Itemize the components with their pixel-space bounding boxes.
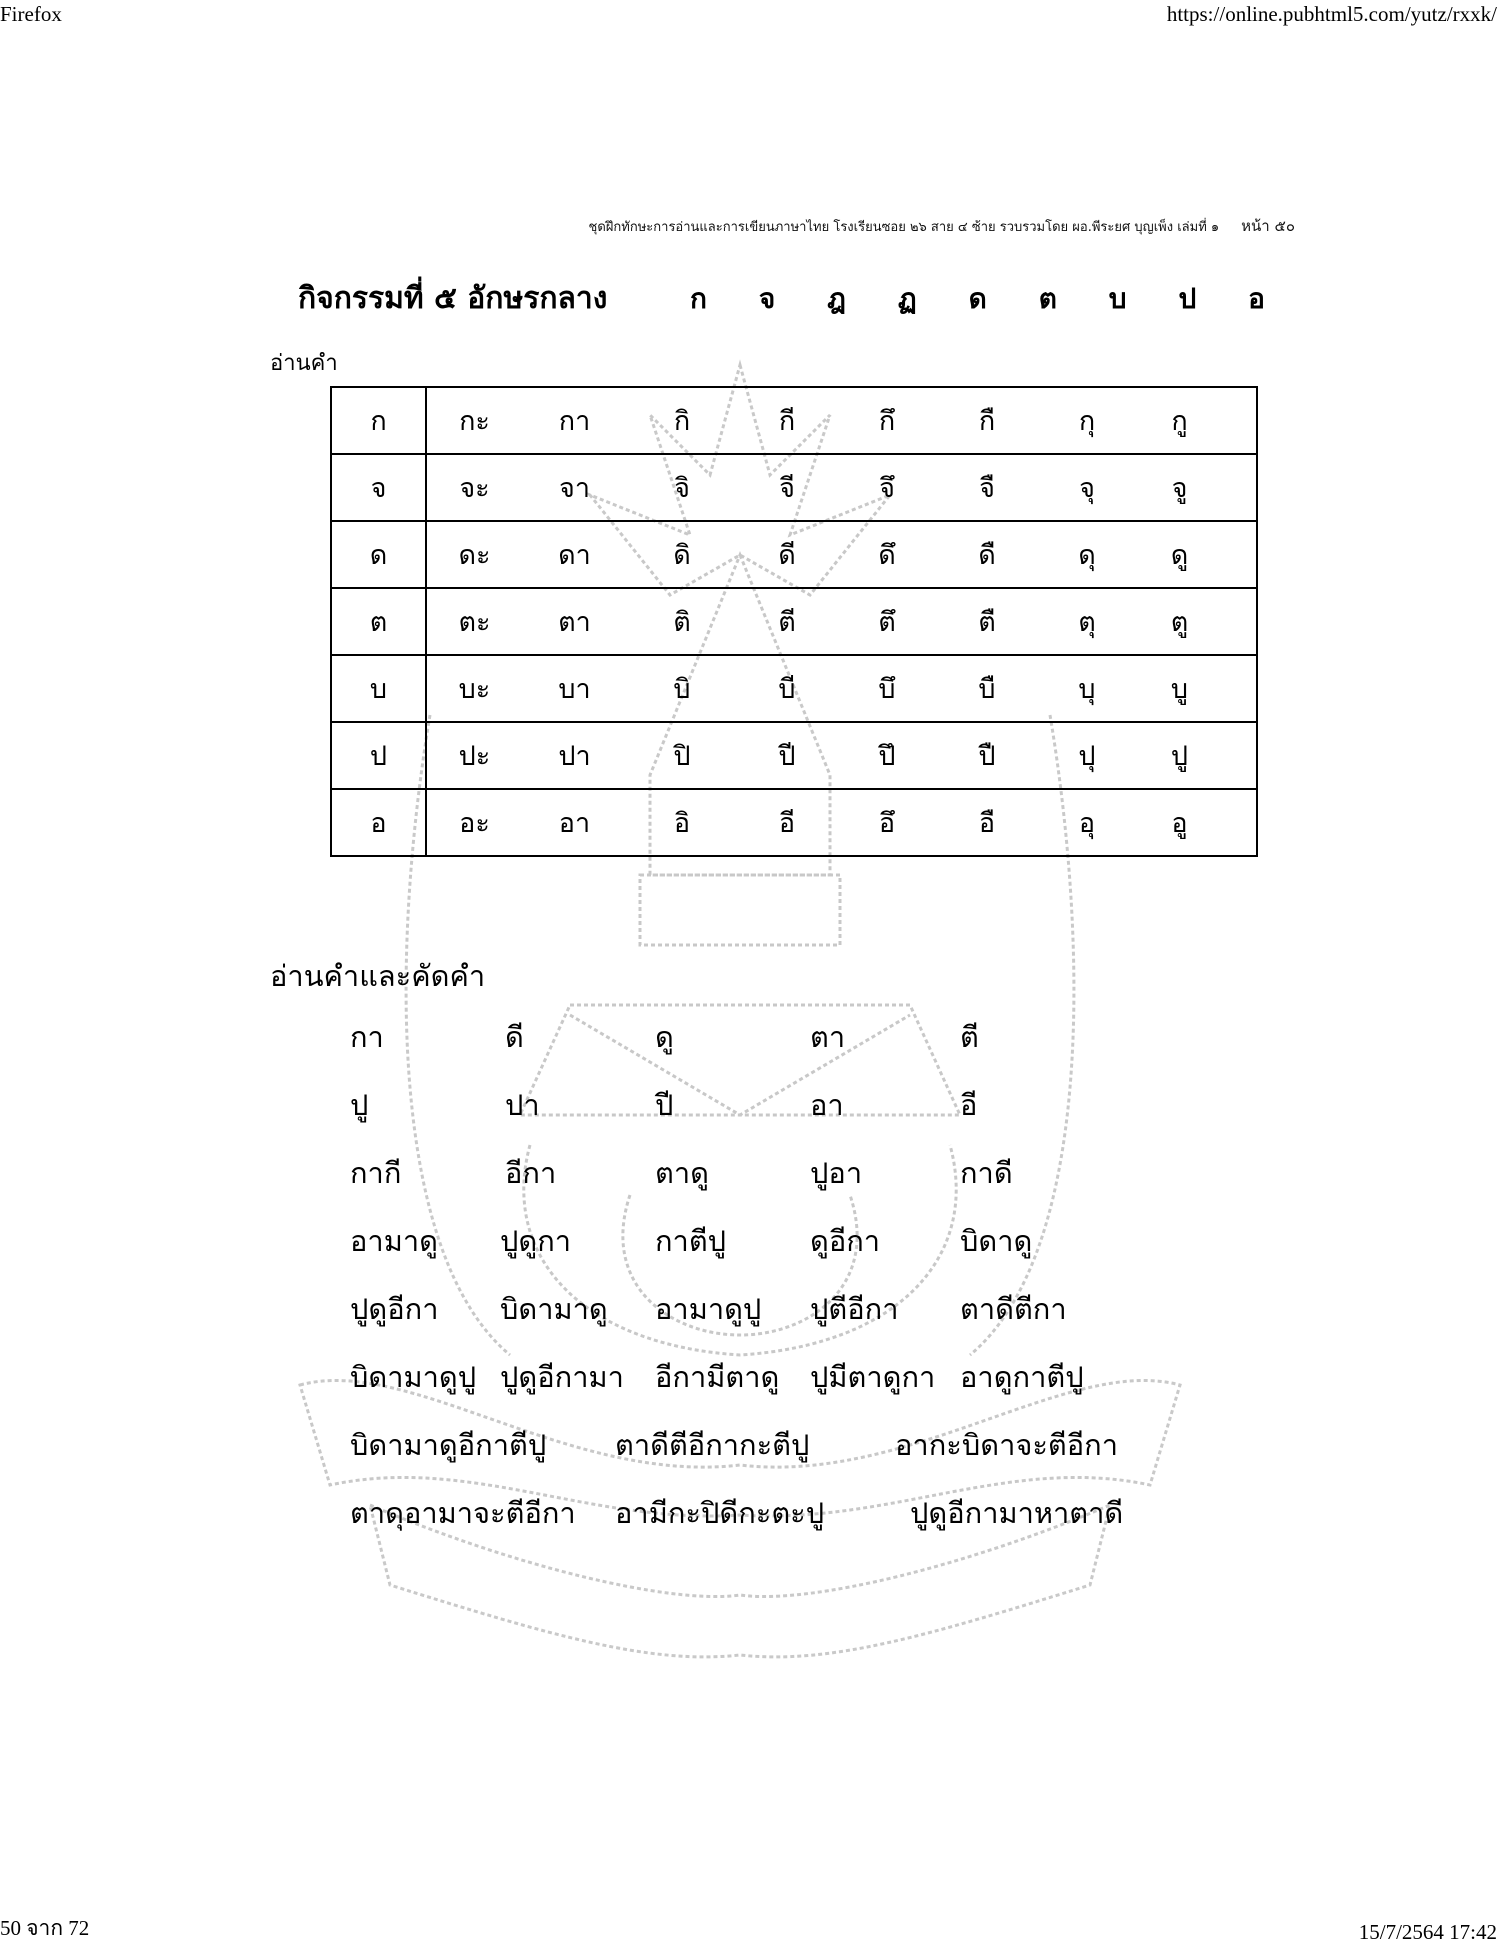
table-cell: ปิ — [673, 741, 691, 772]
word-item: ปูดูอีกา — [350, 1292, 439, 1326]
table-cell: จื — [979, 473, 995, 504]
word-item: กาตีปู — [655, 1224, 727, 1258]
table-cell: กู — [1171, 406, 1188, 437]
table-cell: ดี — [778, 540, 796, 571]
word-item: ปูดูอีกามา — [500, 1360, 624, 1394]
word-item: อีกา — [505, 1156, 557, 1190]
table-cell: ปื — [978, 741, 996, 772]
table-cell: ปุ — [1078, 741, 1096, 772]
table-row — [331, 789, 1257, 856]
word-item: ดูอีกา — [810, 1224, 881, 1258]
table-cell: ตะ — [458, 607, 491, 638]
table-row — [331, 588, 1257, 655]
table-base-letter: ด — [331, 521, 426, 588]
table-cell: กะ — [459, 406, 490, 437]
word-item: อามีกะปิดีกะตะปู — [615, 1496, 825, 1530]
table-cell: ดื — [978, 540, 996, 571]
table-cell: ตุ — [1078, 607, 1096, 638]
table-base-letter: บ — [331, 655, 426, 722]
table-cell: ตี — [778, 607, 796, 638]
table-base-letter: ต — [331, 588, 426, 655]
word-item: อากะบิดาจะตีอีกา — [895, 1428, 1119, 1462]
table-cell: บะ — [458, 674, 491, 705]
activity-letter: ฏ — [897, 282, 917, 315]
table-cell: ตึ — [878, 607, 896, 638]
table-cell: กิ — [673, 406, 691, 437]
word-item: ตาดีตีกา — [960, 1292, 1067, 1326]
word-item: ปู — [350, 1088, 369, 1122]
document-page-number: หน้า ๕๐ — [1241, 217, 1295, 235]
word-item: ตาดีตีอีกากะตีปู — [615, 1428, 810, 1462]
table-row — [331, 454, 1257, 521]
table-cell: จี — [779, 473, 795, 504]
word-item: ดี — [505, 1020, 524, 1054]
activity-letter: ก — [690, 282, 707, 315]
table-cell: บื — [978, 674, 996, 705]
table-cell: อี — [778, 808, 796, 839]
table-cell: บี — [778, 674, 796, 705]
table-cell: ปึ — [878, 741, 896, 772]
print-header-url[interactable]: https://online.pubhtml5.com/yutz/rxxk/ — [1166, 2, 1497, 26]
word-item: อี — [960, 1088, 978, 1122]
activity-letter: จ — [758, 282, 776, 315]
table-cell: จู — [1171, 473, 1188, 504]
document-running-header — [589, 214, 1295, 238]
word-item: ตี — [960, 1020, 979, 1054]
table-base-letter: ป — [331, 722, 426, 789]
word-item: บิดามาดู — [500, 1292, 608, 1326]
print-header-app-name: Firefox — [0, 2, 62, 26]
activity-letter: ด — [968, 282, 987, 315]
word-item: ปูมีตาดูกา — [810, 1360, 936, 1394]
activity-letters — [690, 277, 1265, 321]
table-cell: อะ — [459, 808, 490, 839]
table-cell: ปี — [778, 741, 796, 772]
table-cell: ปู — [1170, 741, 1189, 772]
table-cell: อา — [558, 808, 591, 839]
table-cell: ดะ — [458, 540, 491, 571]
word-item: ปูอา — [810, 1156, 863, 1190]
table-row — [331, 387, 1257, 454]
word-item: อา — [810, 1088, 844, 1122]
word-item: กาดี — [960, 1156, 1013, 1190]
activity-letter: ต — [1038, 282, 1057, 315]
word-item: บิดามาดูปู — [350, 1360, 477, 1394]
table-row — [331, 655, 1257, 722]
word-item: ปูตีอีกา — [810, 1292, 899, 1326]
table-cell: จา — [559, 473, 590, 504]
word-item: ปูดูอีกามาหาตาดี — [910, 1496, 1124, 1530]
word-item: บิดาดู — [960, 1224, 1033, 1258]
table-cell: อุ — [1078, 808, 1096, 839]
table-cell: กุ — [1078, 406, 1096, 437]
table-cell: ตื — [978, 607, 996, 638]
word-item: กา — [350, 1020, 384, 1054]
table-cell: กี — [778, 406, 796, 437]
print-footer-datetime: 15/7/2564 17:42 — [1358, 1920, 1497, 1944]
word-item: อีกามีตาดู — [655, 1360, 780, 1394]
table-cell: บู — [1170, 674, 1189, 705]
table-cell: บึ — [878, 674, 896, 705]
table-cell: จิ — [674, 473, 690, 504]
table-cell: ดึ — [878, 540, 896, 571]
word-item: อามาดู — [350, 1224, 438, 1258]
word-item: ตา — [810, 1020, 846, 1054]
word-item: กากี — [350, 1156, 402, 1190]
activity-letter: ป — [1178, 282, 1197, 315]
table-base-letter: ก — [331, 387, 426, 454]
word-item: อาดูกาตีปู — [960, 1360, 1084, 1394]
table-cell: กื — [978, 406, 996, 437]
table-cell: ปะ — [458, 741, 491, 772]
word-item: ปา — [505, 1088, 540, 1122]
table-cell: จะ — [459, 473, 490, 504]
table-cell: ดิ — [673, 540, 691, 571]
table-cell: กึ — [878, 406, 896, 437]
table-cell: ดู — [1170, 540, 1189, 571]
word-item: ตาดุอามาจะตีอีกา — [350, 1496, 576, 1530]
table-cell: ดุ — [1078, 540, 1096, 571]
document-header-text: ชุดฝึกทักษะการอ่านและการเขียนภาษาไทย โรงเรียนซอย ๒๖ สาย ๔ ซ้าย รวบรวมโดย ผอ.พีระยศ บุญเพ็ง เล่มที่ ๑ — [588, 220, 1220, 235]
activity-letter: ฎ — [827, 282, 846, 315]
activity-letter: บ — [1108, 282, 1127, 315]
word-item: อามาดูปู — [655, 1292, 762, 1326]
table-cell: บุ — [1078, 674, 1096, 705]
table-cell: อึ — [878, 808, 896, 839]
table-cell: กา — [558, 406, 591, 437]
table-row — [331, 521, 1257, 588]
print-footer-page-indicator: 50 จาก 72 — [0, 1916, 90, 1940]
syllable-table — [330, 386, 1258, 857]
table-cell: ดา — [558, 540, 591, 571]
section-label-read-copy: อ่านคำและคัดคำ — [270, 959, 486, 993]
table-cell: บิ — [673, 674, 691, 705]
table-cell: ตา — [558, 607, 591, 638]
section-label-read-words: อ่านคำ — [270, 351, 338, 376]
table-row — [331, 722, 1257, 789]
table-cell: จึ — [879, 473, 895, 504]
table-cell: จุ — [1079, 473, 1095, 504]
table-cell: ปา — [558, 741, 591, 772]
word-item: ปี — [655, 1088, 674, 1122]
activity-title: กิจกรรมที่ ๕ อักษรกลาง — [298, 281, 608, 316]
table-cell: อิ — [673, 808, 691, 839]
word-item: บิดามาดูอีกาตีปู — [350, 1428, 547, 1462]
table-cell: บา — [558, 674, 591, 705]
word-item: ดู — [655, 1020, 674, 1054]
table-base-letter: อ — [331, 789, 426, 856]
activity-letter: อ — [1248, 282, 1265, 315]
table-cell: อู — [1171, 808, 1188, 839]
word-item: ปูดูกา — [500, 1224, 572, 1258]
table-cell: ตู — [1170, 607, 1189, 638]
word-item: ตาดู — [655, 1156, 709, 1190]
table-cell: ติ — [673, 607, 691, 638]
table-cell: อื — [978, 808, 996, 839]
table-base-letter: จ — [331, 454, 426, 521]
